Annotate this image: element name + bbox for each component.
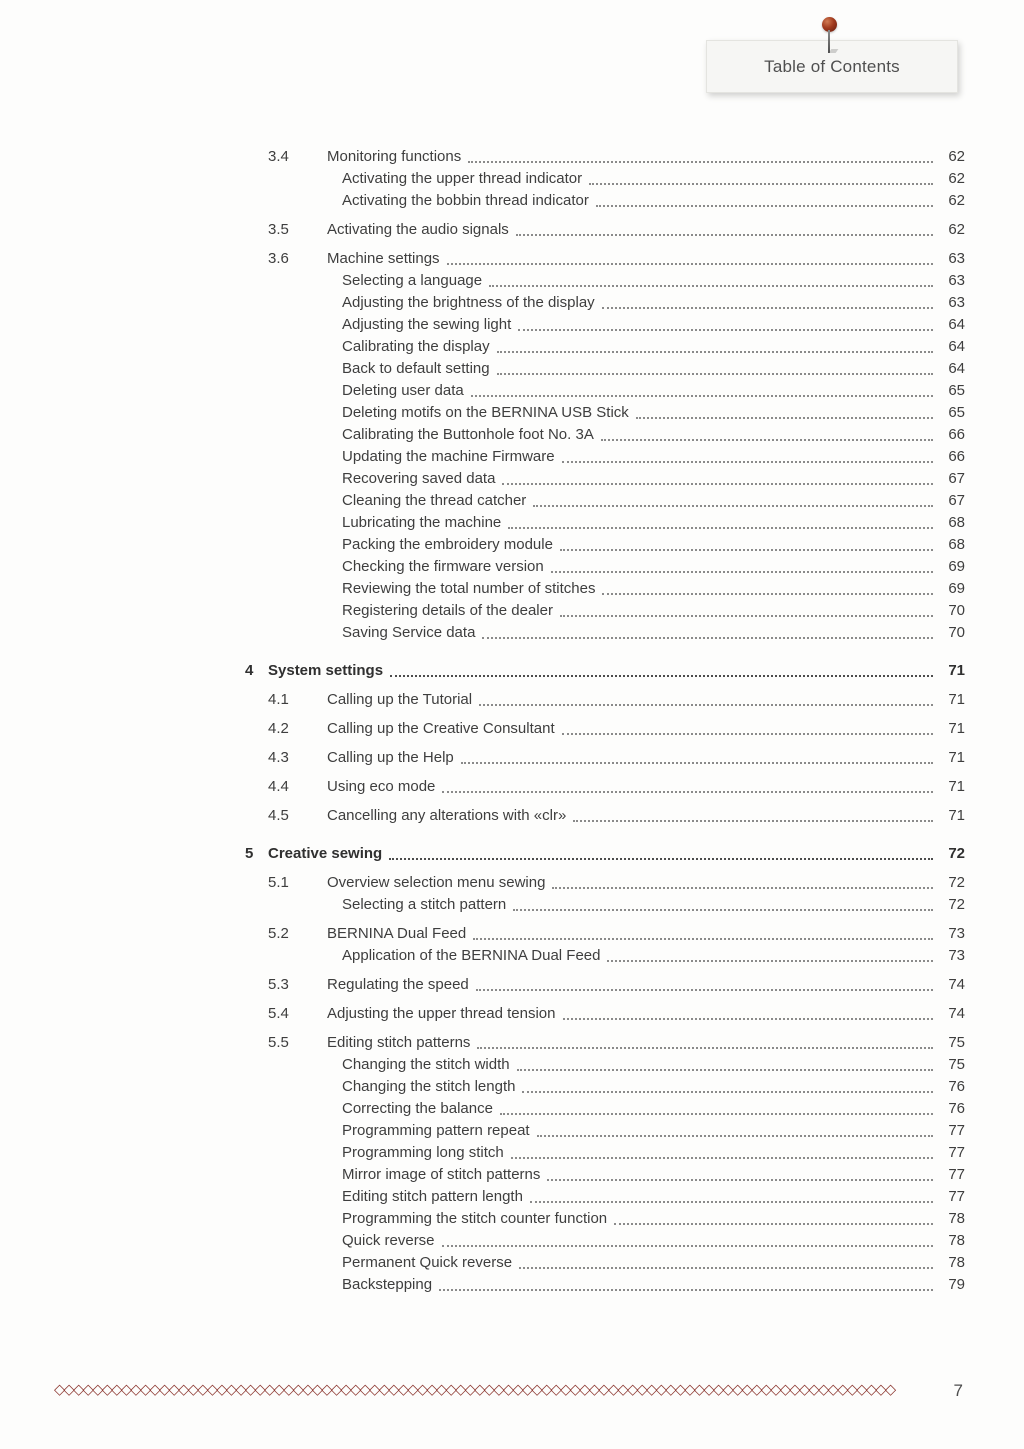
toc-entry-title: Calibrating the display	[342, 338, 490, 355]
toc-entry	[245, 872, 965, 894]
dot-leader	[530, 1186, 933, 1203]
toc-entry	[245, 146, 965, 168]
toc-entry-page: 77	[948, 1122, 965, 1139]
toc-entry-title: Lubricating the machine	[342, 514, 502, 531]
dot-leader	[560, 534, 933, 551]
toc-entry-number: 4.5	[268, 807, 289, 824]
toc-entry	[245, 1098, 965, 1120]
toc-entry-number: 5	[245, 845, 254, 862]
toc-entry-page: 64	[948, 360, 965, 377]
toc-entry-title: Calling up the Creative Consultant	[327, 720, 555, 737]
toc-entry	[245, 718, 965, 740]
toc-entry-title: Editing stitch pattern length	[342, 1188, 523, 1205]
dot-leader	[471, 380, 933, 397]
toc-entry	[245, 402, 965, 424]
dot-leader	[602, 578, 933, 595]
toc-entry	[245, 219, 965, 241]
dot-leader	[601, 424, 933, 441]
dot-leader	[511, 1142, 933, 1159]
toc-entry-title: Overview selection menu sewing	[327, 874, 546, 891]
dot-leader	[518, 314, 933, 331]
toc-entry	[245, 1142, 965, 1164]
toc-entry-title: Adjusting the sewing light	[342, 316, 512, 333]
toc-entry-page: 76	[948, 1100, 965, 1117]
dot-leader	[461, 747, 933, 764]
toc-entry	[245, 600, 965, 622]
toc-entry	[245, 512, 965, 534]
toc-entry-page: 77	[948, 1144, 965, 1161]
toc-entry-number: 3.6	[268, 250, 289, 267]
stitch-border-decoration: ◇◇◇◇◇◇◇◇◇◇◇◇◇◇◇◇◇◇◇◇◇◇◇◇◇◇◇◇◇◇◇◇◇◇◇◇◇◇◇◇◇◇◇◇◇◇◇◇◇◇◇◇◇◇◇◇◇◇◇◇◇◇◇◇◇◇◇◇◇◇◇◇◇◇◇◇◇◇◇◇◇◇◇◇◇◇◇◇	[54, 1382, 895, 1398]
toc-entry	[245, 1230, 965, 1252]
toc-entry	[245, 1252, 965, 1274]
toc-entry	[245, 248, 965, 270]
toc-entry	[245, 1164, 965, 1186]
toc-entry-page: 66	[948, 448, 965, 465]
toc-entry-title: Deleting motifs on the BERNINA USB Stick	[342, 404, 629, 421]
toc-entry-title: Checking the firmware version	[342, 558, 544, 575]
toc-entry-title: Using eco mode	[327, 778, 436, 795]
toc-entry	[245, 1076, 965, 1098]
toc-entry	[245, 1120, 965, 1142]
toc-entry-page: 65	[948, 404, 965, 421]
toc-entry-title: Programming the stitch counter function	[342, 1210, 608, 1227]
toc-entry-title: Recovering saved data	[342, 470, 496, 487]
toc-entry-page: 71	[948, 662, 965, 679]
toc-entry-page: 72	[948, 896, 965, 913]
toc-entry-number: 5.1	[268, 874, 289, 891]
toc-entry-title: Creative sewing	[268, 845, 383, 862]
toc-entry-number: 3.5	[268, 221, 289, 238]
dot-leader	[513, 894, 933, 911]
dot-leader	[477, 1032, 933, 1049]
toc-entry-page: 74	[948, 976, 965, 993]
toc-entry-page: 75	[948, 1034, 965, 1051]
toc-entry-number: 4	[245, 662, 254, 679]
toc-entry-title: Adjusting the brightness of the display	[342, 294, 595, 311]
toc-entry-title: Calibrating the Buttonhole foot No. 3A	[342, 426, 594, 443]
toc-entry-page: 62	[948, 170, 965, 187]
toc-entry-title: Activating the upper thread indicator	[342, 170, 583, 187]
toc-entry-title: Updating the machine Firmware	[342, 448, 555, 465]
toc-entry-title: Registering details of the dealer	[342, 602, 553, 619]
toc-entry-title: Reviewing the total number of stitches	[342, 580, 596, 597]
dot-leader	[607, 945, 933, 962]
dot-leader	[537, 1120, 933, 1137]
toc-entry-title: Regulating the speed	[327, 976, 469, 993]
toc-entry-title: Calling up the Tutorial	[327, 691, 473, 708]
dot-leader	[389, 843, 933, 860]
dot-leader	[519, 1252, 933, 1269]
toc-entry-page: 70	[948, 624, 965, 641]
toc-entry	[245, 336, 965, 358]
dot-leader	[562, 446, 933, 463]
toc-entry	[245, 945, 965, 967]
dot-leader	[502, 468, 933, 485]
toc-entry	[245, 1054, 965, 1076]
toc-entry-page: 76	[948, 1078, 965, 1095]
toc-entry-title: Cleaning the thread catcher	[342, 492, 527, 509]
toc-entry	[245, 1032, 965, 1054]
page-header-title: Table of Contents	[764, 56, 900, 76]
dot-leader	[508, 512, 933, 529]
toc-entry	[245, 446, 965, 468]
push-pin-needle-icon	[828, 30, 830, 53]
toc-entry-page: 65	[948, 382, 965, 399]
toc-entry	[245, 776, 965, 798]
toc-entry	[245, 660, 965, 682]
toc-entry-number: 5.2	[268, 925, 289, 942]
dot-leader	[563, 1003, 934, 1020]
dot-leader	[497, 336, 933, 353]
toc-entry	[245, 689, 965, 711]
toc-entry-page: 64	[948, 316, 965, 333]
toc-entry-number: 5.5	[268, 1034, 289, 1051]
toc-entry-title: Editing stitch patterns	[327, 1034, 471, 1051]
toc-entry-page: 62	[948, 148, 965, 165]
dot-leader	[473, 923, 933, 940]
toc-entry	[245, 190, 965, 212]
toc-entry	[245, 556, 965, 578]
toc-entry	[245, 1186, 965, 1208]
toc-entry-title: Saving Service data	[342, 624, 476, 641]
toc-entry	[245, 270, 965, 292]
dot-leader	[517, 1054, 933, 1071]
dot-leader	[560, 600, 933, 617]
toc-entry-page: 78	[948, 1232, 965, 1249]
toc-entry-title: Machine settings	[327, 250, 440, 267]
toc-entry-page: 69	[948, 558, 965, 575]
toc-entry-page: 72	[948, 874, 965, 891]
toc-entry-page: 67	[948, 470, 965, 487]
toc-entry-title: Cancelling any alterations with «clr»	[327, 807, 567, 824]
toc-entry-page: 77	[948, 1166, 965, 1183]
toc-entry-title: Deleting user data	[342, 382, 464, 399]
toc-entry-title: Monitoring functions	[327, 148, 462, 165]
dot-leader	[479, 689, 933, 706]
dot-leader	[551, 556, 933, 573]
toc-entry-page: 71	[948, 691, 965, 708]
toc-entry	[245, 805, 965, 827]
toc-entry	[245, 747, 965, 769]
dot-leader	[596, 190, 933, 207]
page-header-tab	[706, 40, 958, 93]
toc-entry-page: 71	[948, 720, 965, 737]
dot-leader	[522, 1076, 933, 1093]
toc-entry-page: 70	[948, 602, 965, 619]
toc-entry	[245, 1003, 965, 1025]
toc-entry-page: 78	[948, 1254, 965, 1271]
dot-leader	[476, 974, 933, 991]
toc-entry-page: 67	[948, 492, 965, 509]
toc-entry-page: 79	[948, 1276, 965, 1293]
toc-entry-page: 71	[948, 807, 965, 824]
dot-leader	[439, 1274, 933, 1291]
dot-leader	[500, 1098, 933, 1115]
toc-entry-page: 73	[948, 925, 965, 942]
toc-entry	[245, 534, 965, 556]
dot-leader	[636, 402, 933, 419]
toc-entry	[245, 578, 965, 600]
toc-entry-page: 69	[948, 580, 965, 597]
dot-leader	[442, 1230, 933, 1247]
toc-entry-page: 77	[948, 1188, 965, 1205]
toc-entry-number: 4.4	[268, 778, 289, 795]
toc-entry-page: 68	[948, 536, 965, 553]
toc-entry-title: Calling up the Help	[327, 749, 454, 766]
dot-leader	[547, 1164, 933, 1181]
toc-entry-page: 68	[948, 514, 965, 531]
page-number: 7	[953, 1381, 963, 1400]
toc-entry	[245, 168, 965, 190]
toc-entry-title: Application of the BERNINA Dual Feed	[342, 947, 601, 964]
toc-entry	[245, 622, 965, 644]
toc-entry-page: 78	[948, 1210, 965, 1227]
toc-entry-number: 5.3	[268, 976, 289, 993]
toc-entry-title: Correcting the balance	[342, 1100, 493, 1117]
toc-entry	[245, 1208, 965, 1230]
toc-entry-page: 63	[948, 250, 965, 267]
toc-entry-number: 4.1	[268, 691, 289, 708]
toc-entry-title: Changing the stitch width	[342, 1056, 510, 1073]
dot-leader	[552, 872, 933, 889]
dot-leader	[390, 660, 933, 677]
toc-entry	[245, 314, 965, 336]
dot-leader	[602, 292, 933, 309]
toc-entry-title: Activating the audio signals	[327, 221, 509, 238]
toc-entry	[245, 358, 965, 380]
toc-entry-page: 66	[948, 426, 965, 443]
toc-entry-page: 62	[948, 221, 965, 238]
toc-entry	[245, 468, 965, 490]
toc-entry-title: Selecting a language	[342, 272, 483, 289]
toc-entry-page: 73	[948, 947, 965, 964]
toc-entry-title: Back to default setting	[342, 360, 490, 377]
toc-entry-title: Changing the stitch length	[342, 1078, 516, 1095]
toc-entry-title: Programming long stitch	[342, 1144, 504, 1161]
dot-leader	[489, 270, 933, 287]
toc-entry-title: BERNINA Dual Feed	[327, 925, 467, 942]
dot-leader	[614, 1208, 933, 1225]
toc-entry-page: 62	[948, 192, 965, 209]
toc-entry	[245, 380, 965, 402]
toc-entry-title: System settings	[268, 662, 384, 679]
dot-leader	[562, 718, 933, 735]
toc-entry-title: Programming pattern repeat	[342, 1122, 530, 1139]
toc-entry	[245, 292, 965, 314]
toc-entry	[245, 1274, 965, 1296]
dot-leader	[482, 622, 933, 639]
dot-leader	[468, 146, 933, 163]
dot-leader	[497, 358, 933, 375]
dot-leader	[516, 219, 933, 236]
toc-entry	[245, 843, 965, 865]
toc-entry-page: 63	[948, 272, 965, 289]
dot-leader	[533, 490, 933, 507]
toc-entry-title: Adjusting the upper thread tension	[327, 1005, 556, 1022]
toc-entry-page: 74	[948, 1005, 965, 1022]
toc-entry	[245, 490, 965, 512]
toc-entry	[245, 974, 965, 996]
toc-entry-title: Quick reverse	[342, 1232, 435, 1249]
toc-entry-page: 75	[948, 1056, 965, 1073]
toc-entry-number: 5.4	[268, 1005, 289, 1022]
dot-leader	[442, 776, 933, 793]
toc-entry	[245, 923, 965, 945]
toc-entry-number: 4.3	[268, 749, 289, 766]
toc-entry-title: Backstepping	[342, 1276, 433, 1293]
toc-entry-page: 71	[948, 778, 965, 795]
toc-entry	[245, 424, 965, 446]
toc-entry-title: Permanent Quick reverse	[342, 1254, 513, 1271]
toc-entry-page: 71	[948, 749, 965, 766]
toc-entry-title: Mirror image of stitch patterns	[342, 1166, 541, 1183]
toc-entry-page: 63	[948, 294, 965, 311]
toc-entry-number: 3.4	[268, 148, 289, 165]
toc-entry-page: 64	[948, 338, 965, 355]
dot-leader	[573, 805, 933, 822]
toc-entry	[245, 894, 965, 916]
toc-entry-title: Packing the embroidery module	[342, 536, 553, 553]
toc-list	[245, 139, 965, 1296]
toc-entry-number: 4.2	[268, 720, 289, 737]
dot-leader	[447, 248, 933, 265]
toc-entry-title: Selecting a stitch pattern	[342, 896, 507, 913]
toc-entry-page: 72	[948, 845, 965, 862]
dot-leader	[589, 168, 933, 185]
toc-entry-title: Activating the bobbin thread indicator	[342, 192, 589, 209]
